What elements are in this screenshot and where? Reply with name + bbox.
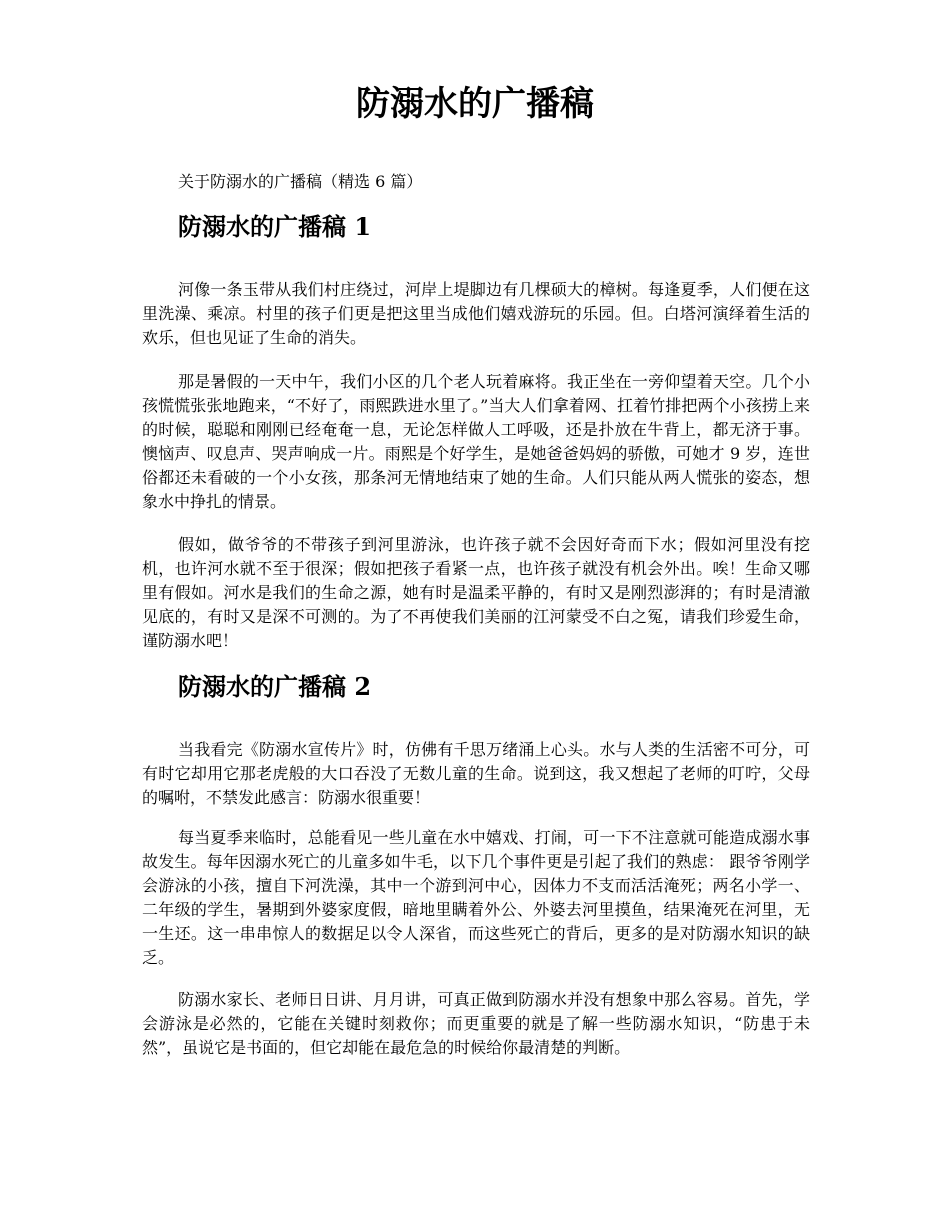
section-heading-2: 防溺水的广播稿 2 [178,672,372,701]
section-1-paragraph-1: 河像一条玉带从我们村庄绕过，河岸上堤脚边有几棵硕大的樟树。每逢夏季，人们便在这里洗澡、乘凉。村里的孩子们更是把这里当成他们嬉戏游玩的乐园。但。白塔河演绎着生活的欢乐，但也见证了生命的消失。 [142,280,810,347]
section-heading-1: 防溺水的广播稿 1 [178,212,372,241]
section-1-paragraph-2: 那是暑假的一天中午，我们小区的几个老人玩着麻将。我正坐在一旁仰望着天空。几个小孩慌慌张张地跑来，“不好了，雨熙跌进水里了。”当大人们拿着网、扛着竹排把两个小孩捞上来的时候，聪聪和刚刚已经奄奄一息，无论怎样做人工呼吸，还是扑放在牛背上，都无济于事。懊恼声、叹息声、哭声响成一片。雨熙是个好学生，是她爸爸妈妈的骄傲，可她才 9 岁，连世俗都还未看破的一个小女孩，那条河无情地结束了她的生命。人们只能从两人慌张的姿态，想象水中挣扎的情景。 [142,372,810,511]
document-title: 防溺水的广播稿 [356,84,594,124]
section-1-paragraph-3: 假如，做爷爷的不带孩子到河里游泳，也许孩子就不会因好奇而下水；假如河里没有挖机，也许河水就不至于很深；假如把孩子看紧一点，也许孩子就没有机会外出。唉！生命又哪里有假如。河水是我们的生命之源，她有时是温柔平静的，有时又是刚烈澎湃的；有时是清澈见底的，有时又是深不可测的。为了不再使我们美丽的江河蒙受不白之冤，请我们珍爱生命，谨防溺水吧！ [142,535,810,650]
document-subtitle: 关于防溺水的广播稿（精选 6 篇） [178,172,423,191]
section-2-paragraph-1: 当我看完《防溺水宣传片》时，仿佛有千思万绪涌上心头。水与人类的生活密不可分，可有时它却用它那老虎般的大口吞没了无数儿童的生命。说到这，我又想起了老师的叮咛，父母的嘱咐，不禁发此感言：防溺水很重要！ [142,740,810,807]
section-2-paragraph-3: 防溺水家长、老师日日讲、月月讲，可真正做到防溺水并没有想象中那么容易。首先，学会游泳是必然的，它能在关键时刻救你；而更重要的就是了解一些防溺水知识，“防患于未然”，虽说它是书面的，但它却能在最危急的时候给你最清楚的判断。 [142,990,810,1057]
section-2-paragraph-2: 每当夏季来临时，总能看见一些儿童在水中嬉戏、打闹，可一下不注意就可能造成溺水事故发生。每年因溺水死亡的儿童多如牛毛，以下几个事件更是引起了我们的熟虑： 跟爷爷刚学会游泳的小孩，擅自下河洗澡，其中一个游到河中心，因体力不支而活活淹死；两名小学一、二年级的学生，暑期到外婆家度假，暗地里瞒着外公、外婆去河里摸鱼，结果淹死在河里，无一生还。这一串串惊人的数据足以令人深省，而这些死亡的背后，更多的是对防溺水知识的缺乏。 [142,828,810,967]
